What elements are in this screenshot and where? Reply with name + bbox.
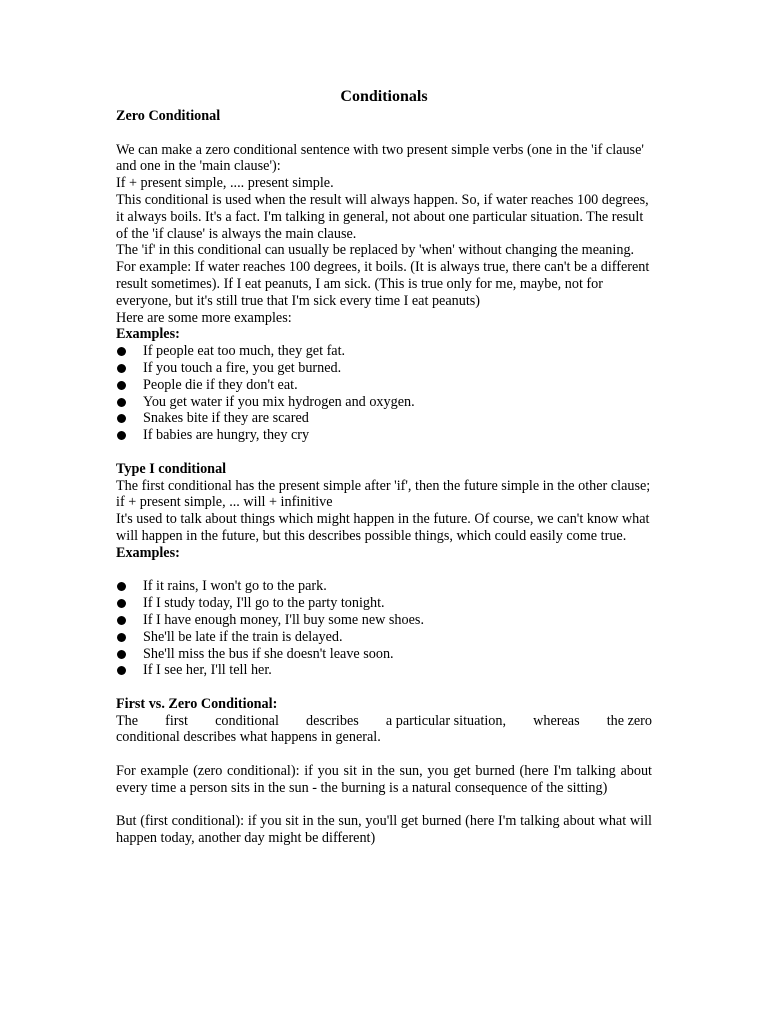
zero-examples-list bbox=[116, 343, 652, 444]
list-item: If you touch a fire, you get burned. bbox=[116, 360, 652, 377]
spacer bbox=[116, 679, 652, 696]
type1-examples-list bbox=[116, 578, 652, 679]
bullet-icon bbox=[117, 347, 126, 356]
list-item: She'll miss the bus if she doesn't leave soon. bbox=[116, 646, 652, 663]
comparison-word: describes bbox=[306, 712, 359, 729]
comparison-heading: First vs. Zero Conditional: bbox=[116, 695, 278, 712]
type1-paragraph-1: The first conditional has the present simple after 'if', then the future simple in the other clause; bbox=[116, 477, 651, 494]
document-title: Conditionals bbox=[340, 88, 428, 105]
list-item: If babies are hungry, they cry bbox=[116, 427, 652, 444]
zero-paragraph-4: For example: If water reaches 100 degrees, it boils. (It is always true, there can't be a different result sometimes). If I eat peanuts, I am sick. (This is true only for me, maybe, not for everyone, but it's still true that I'm sick every time I eat peanuts) bbox=[116, 259, 650, 309]
bullet-icon bbox=[117, 414, 126, 423]
list-item: Snakes bite if they are scared bbox=[116, 410, 652, 427]
bullet-icon bbox=[117, 650, 126, 659]
comparison-word: a particular situation, bbox=[385, 712, 507, 729]
list-item: If people eat too much, they get fat. bbox=[116, 343, 652, 360]
type1-paragraph-2: It's used to talk about things which might happen in the future. Of course, we can't know what will happen in the future, but this describes possible things, which could easily come true. bbox=[116, 511, 650, 544]
zero-paragraph-3: The 'if' in this conditional can usually be replaced by 'when' without changing the meaning. bbox=[116, 242, 635, 259]
comparison-example-first: But (first conditional): if you sit in the sun, you'll get burned (here I'm talking about what will happen today, another day might be different) bbox=[116, 813, 652, 847]
bullet-icon bbox=[117, 616, 126, 625]
zero-formula: If + present simple, .... present simple. bbox=[116, 175, 334, 192]
zero-paragraph-5: Here are some more examples: bbox=[116, 309, 292, 326]
bullet-icon bbox=[117, 582, 126, 591]
bullet-icon bbox=[117, 431, 126, 440]
spacer bbox=[116, 444, 652, 461]
bullet-icon bbox=[117, 599, 126, 608]
list-item: If I see her, I'll tell her. bbox=[116, 662, 652, 679]
list-item: If I have enough money, I'll buy some new shoes. bbox=[116, 612, 652, 629]
zero-paragraph-2: This conditional is used when the result will always happen. So, if water reaches 100 degrees, it always boils. It's a fact. I'm talking in general, not about one particular situation. The result of the 'if clause' is always the main clause. bbox=[116, 191, 649, 242]
spacer bbox=[116, 562, 652, 579]
spacer bbox=[116, 746, 652, 763]
list-item: People die if they don't eat. bbox=[116, 377, 652, 394]
list-item: She'll be late if the train is delayed. bbox=[116, 629, 652, 646]
spacer bbox=[116, 797, 652, 814]
bullet-icon bbox=[117, 364, 126, 373]
bullet-icon bbox=[117, 633, 126, 642]
comparison-word: conditional bbox=[215, 712, 279, 729]
comparison-word: whereas bbox=[533, 712, 580, 729]
type1-examples-label: Examples: bbox=[116, 544, 180, 561]
comparison-word: the zero bbox=[606, 712, 652, 729]
comparison-example-zero: For example (zero conditional): if you sit in the sun, you get burned (here I'm talking about every time a person sits in the sun - the burning is a natural consequence of the sitting) bbox=[116, 763, 652, 796]
comparison-line-2: conditional describes what happens in general. bbox=[116, 729, 381, 746]
comparison-word: The bbox=[116, 712, 139, 729]
zero-conditional-heading: Zero Conditional bbox=[116, 108, 221, 124]
list-item: If I study today, I'll go to the party tonight. bbox=[116, 595, 652, 612]
type1-conditional-heading: Type I conditional bbox=[116, 460, 227, 477]
type1-formula: if + present simple, ... will + infinitive bbox=[116, 494, 333, 511]
comparison-line-1 bbox=[116, 713, 652, 730]
comparison-word: first bbox=[165, 712, 188, 729]
zero-examples-label: Examples: bbox=[116, 326, 180, 343]
list-item: You get water if you mix hydrogen and oxygen. bbox=[116, 394, 652, 411]
bullet-icon bbox=[117, 381, 126, 390]
bullet-icon bbox=[117, 398, 126, 407]
bullet-icon bbox=[117, 666, 126, 675]
list-item: If it rains, I won't go to the park. bbox=[116, 578, 652, 595]
zero-paragraph-1: We can make a zero conditional sentence with two present simple verbs (one in the 'if clause' and one in the 'main clause'): bbox=[116, 141, 644, 175]
spacer bbox=[116, 125, 652, 142]
document-page bbox=[116, 86, 652, 847]
